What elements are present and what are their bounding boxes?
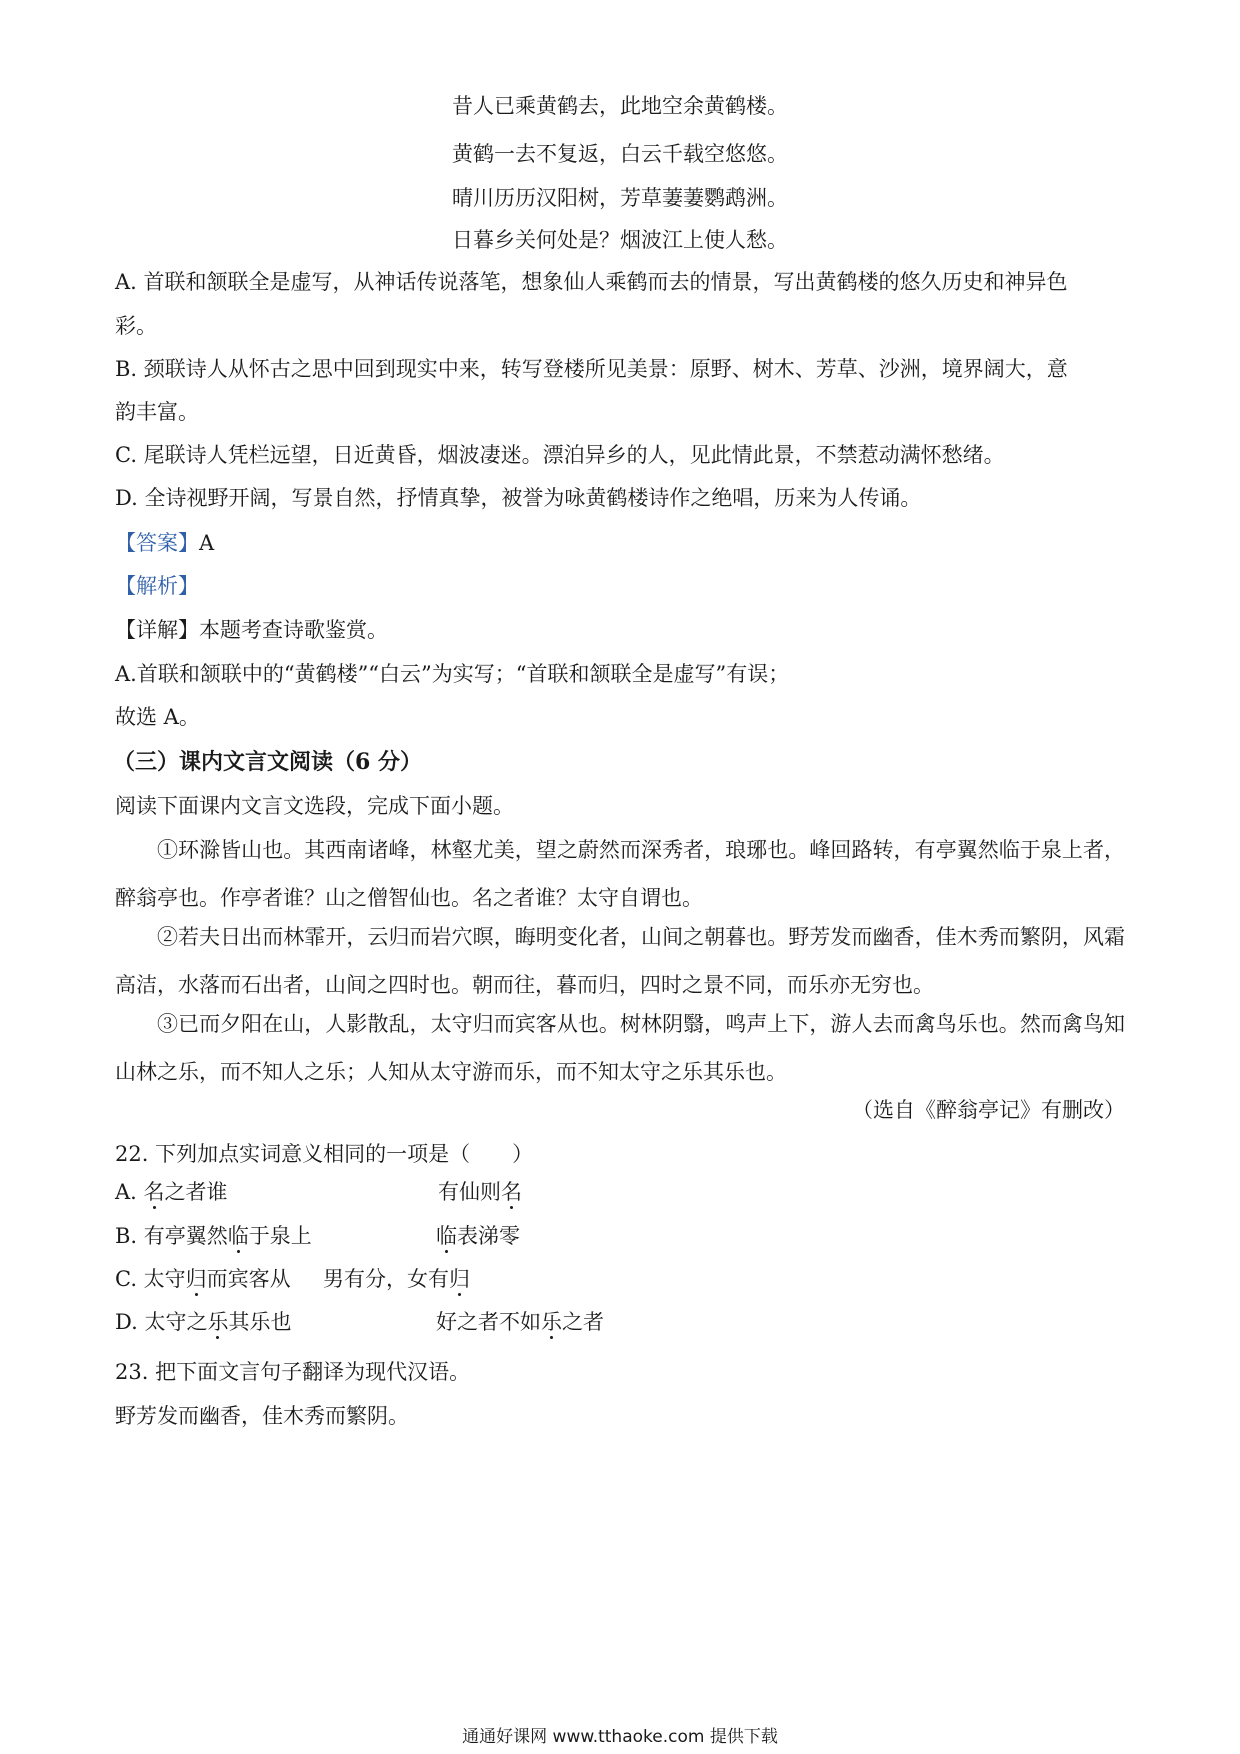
dotted-word: 归 bbox=[185, 1267, 207, 1291]
passage-1: ①环滁皆山也。其西南诸峰，林壑尤美，望之蔚然而深秀者，琅琊也。峰回路转，有亭翼然临于泉上者，醉翁亭也。作亭者谁？山之僧智仙也。名之者谁？太守自谓也。 bbox=[115, 838, 1125, 910]
passage-2: ②若夫日出而林霏开，云归而岩穴暝，晦明变化者，山间之朝暮也。野芳发而幽香，佳木秀而繁阴，风霜高洁，水落而石出者，山间之四时也。朝而往，暮而归，四时之景不同，而乐亦无穷也。 bbox=[115, 925, 1125, 997]
poem-line-1: 昔人已乘黄鹤去，此地空余黄鹤楼。 bbox=[452, 94, 788, 118]
q23-stem: 23. 把下面文言句子翻译为现代汉语。 bbox=[115, 1360, 471, 1384]
dotted-word: 临 bbox=[436, 1224, 457, 1248]
answer-line bbox=[115, 529, 214, 557]
dotted-word: 乐 bbox=[541, 1310, 562, 1334]
detail-line-1: 【详解】本题考查诗歌鉴赏。 bbox=[115, 618, 388, 642]
option-b-line-1: B. 颈联诗人从怀古之思中回到现实中来，转写登楼所见美景：原野、树木、芳草、沙洲，境界阔大，意 bbox=[115, 357, 1068, 381]
source-citation: （选自《醉翁亭记》有删改） bbox=[852, 1098, 1125, 1122]
section-title: （三）课内文言文阅读（6 分） bbox=[113, 749, 422, 775]
option-text: 而宾客从 bbox=[206, 1267, 291, 1291]
dotted-word: 归 bbox=[449, 1267, 470, 1291]
option-text: 之者谁 bbox=[164, 1180, 228, 1204]
dotted-word: 乐 bbox=[207, 1310, 229, 1334]
option-b-line-2: 韵丰富。 bbox=[115, 400, 199, 424]
poem-line-4: 日暮乡关何处是？烟波江上使人愁。 bbox=[452, 228, 788, 252]
option-text: 太守之 bbox=[144, 1310, 208, 1334]
option-text: 有亭翼然 bbox=[143, 1224, 228, 1248]
poem-line-2: 黄鹤一去不复返，白云千载空悠悠。 bbox=[452, 142, 788, 166]
option-c: C. 尾联诗人凭栏远望，日近黄昏，烟波凄迷。漂泊异乡的人，见此情此景，不禁惹动满怀愁绪。 bbox=[115, 443, 1005, 467]
detail-line-2: A.首联和颔联中的“黄鹤楼”“白云”为实写；“首联和颔联全是虚写”有误； bbox=[115, 662, 790, 686]
dotted-word: 临 bbox=[227, 1224, 249, 1248]
analysis-label: 【解析】 bbox=[115, 574, 199, 598]
option-text: 之者 bbox=[562, 1310, 604, 1334]
dotted-word: 名 bbox=[501, 1180, 522, 1204]
q22-stem: 22. 下列加点实词意义相同的一项是（ ） bbox=[115, 1142, 534, 1166]
option-a-line-1: A. 首联和颔联全是虚写，从神话传说落笔，想象仙人乘鹤而去的情景，写出黄鹤楼的悠久历史和神异色 bbox=[115, 270, 1068, 294]
option-text: 其乐也 bbox=[228, 1310, 292, 1334]
answer-label: 【答案】 bbox=[115, 531, 199, 555]
option-letter: D. bbox=[115, 1310, 145, 1334]
option-text: 表涕零 bbox=[457, 1224, 520, 1248]
option-d: D. 全诗视野开阔，写景自然，抒情真挚，被誉为咏黄鹤楼诗作之绝唱，历来为人传诵。 bbox=[115, 486, 922, 510]
page-footer: 通通好课网 www.tthaoke.com 提供下载 bbox=[462, 1727, 778, 1747]
dotted-word: 名 bbox=[143, 1180, 165, 1204]
answer-value: A bbox=[199, 531, 215, 555]
option-text: 太守 bbox=[143, 1267, 186, 1291]
option-text: 男有分，女有 bbox=[323, 1267, 449, 1291]
option-a-line-2: 彩。 bbox=[115, 314, 157, 338]
detail-line-3: 故选 A。 bbox=[115, 705, 200, 729]
option-text: 有仙则 bbox=[438, 1180, 501, 1204]
option-text: 于泉上 bbox=[248, 1224, 312, 1248]
option-letter: B. bbox=[115, 1224, 144, 1248]
passage-3: ③已而夕阳在山，人影散乱，太守归而宾客从也。树林阴翳，鸣声上下，游人去而禽鸟乐也。然而禽鸟知山林之乐，而不知人之乐；人知从太守游而乐，而不知太守之乐其乐也。 bbox=[115, 1012, 1125, 1084]
option-letter: A. bbox=[115, 1180, 144, 1204]
q23-sentence: 野芳发而幽香，佳木秀而繁阴。 bbox=[115, 1404, 409, 1428]
instruction: 阅读下面课内文言文选段，完成下面小题。 bbox=[115, 794, 514, 818]
poem-line-3: 晴川历历汉阳树，芳草萋萋鹦鹉洲。 bbox=[452, 186, 788, 210]
option-text: 好之者不如 bbox=[436, 1310, 541, 1334]
option-letter: C. bbox=[115, 1267, 144, 1291]
